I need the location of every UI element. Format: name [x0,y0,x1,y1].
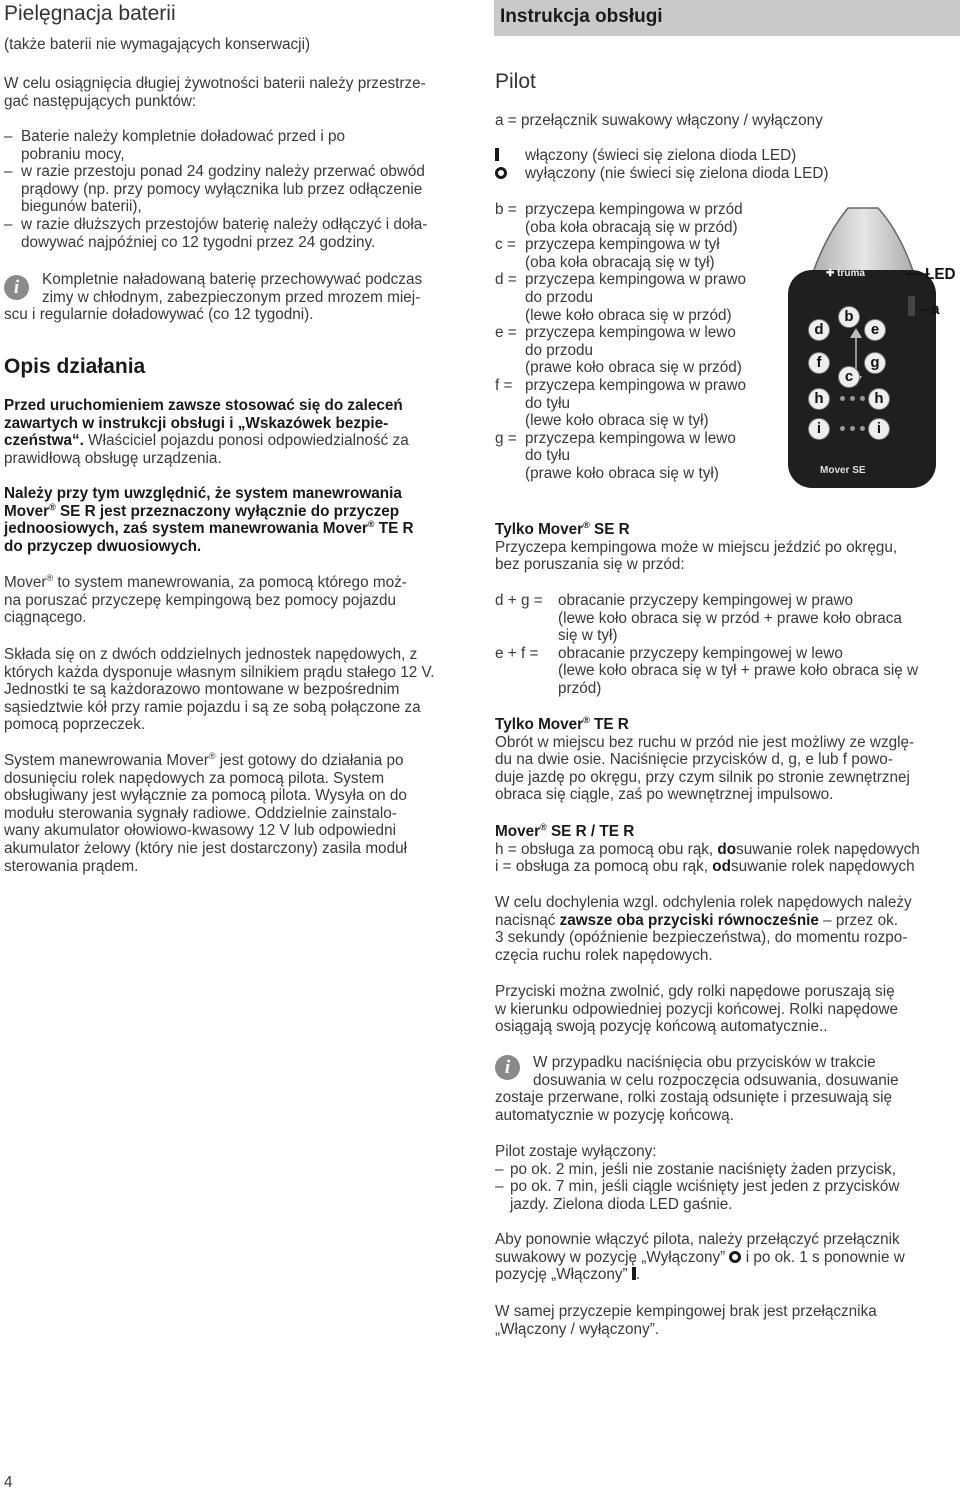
text-line: Składa się on z dwóch oddzielnych jednostek napędowych, z [4,646,418,663]
text-line: SE R [589,521,630,538]
text-line: (lewe koło obraca się w tył) [525,412,709,430]
key-letter: c [495,236,503,254]
text-line: System manewrowania Mover [4,752,209,769]
se-r-combinations [495,592,960,698]
battery-info-note [4,271,422,324]
text-line: włączony (świeci się zielona dioda LED) [525,147,797,164]
text-line: obraca się ciągle, zaś po wewnętrznej impulsowo. [495,786,834,804]
button-i-left[interactable]: i [808,418,830,440]
indicator-dot [850,426,855,431]
battery-bullet-list [4,128,474,251]
indicator-dot [840,426,845,431]
reg-mark: ® [583,715,590,725]
text-line: (lewe koło obraca się w tył + prawe koło obraca się w [558,662,919,680]
text-line: w razie przestoju ponad 24 godziny należy przerwać obwód [21,163,425,181]
led-label: LED [925,266,956,283]
text-line: Mover [495,823,541,840]
text-line: Tylko Mover [495,716,584,733]
section-heading: Opis działania [4,355,146,378]
text-line: suwanie rolek napędowych [736,840,920,858]
page-number: 4 [4,1474,13,1491]
list-item: – po ok. 7 min, jeśli ciągle wciśnięty jest jeden z przycisków jazdy. Zielona dioda LED gaśnie. [495,1178,960,1213]
key-letter: d [495,271,504,289]
list-item: – w razie dłuższych przestojów baterię należy odłączyć i doła- dowywać najpóźniej co 12 tygodni przez 24 godziny. [4,216,474,251]
text-line: suwakowy w pozycję „Wyłączony” [495,1248,726,1266]
text-line: zimy w chłodnym, zabezpieczonym przed mrozem miej- [42,288,421,306]
text-line: scu i regularnie doładowywać (co 12 tygodni). [4,306,314,324]
text-line: osiągają swoją pozycję końcową automatycznie.. [495,1018,828,1036]
text-line: zostaje przerwane, rolki zostają odsunięte i przesuwają się [495,1089,893,1107]
info-icon: i [495,1055,520,1080]
text-line: do tyłu [525,447,571,465]
text-line: – przez ok. [818,911,898,929]
text-line: do przodu [525,341,594,359]
text-line: W celu osiągnięcia długiej żywotności baterii należy przestrze- [4,75,426,92]
remote-body-shape [780,200,960,490]
text-line: Baterie należy kompletnie doładować przed i po [21,128,345,145]
text-line: dosuwania w celu rozpoczęcia odsuwania, dosuwanie [533,1071,899,1089]
text-line: się w tył) [558,627,618,645]
reg-mark: ® [208,751,216,761]
safety-warning [4,397,409,467]
page-subtitle: (także baterii nie wymagających konserwacji) [4,36,311,53]
text-line: przyczepa kempingowa w przód [525,201,743,218]
off-symbol-icon [495,167,507,179]
text-line: automatycznie w pozycję końcową. [495,1106,734,1124]
text-line: du na dwie osie. Naciśnięcie przycisków d, g, e lub f powo- [495,751,893,769]
text-line: do tyłu [525,394,571,412]
text-line: nacisnąć [495,911,560,929]
list-item: – po ok. 2 min, jeśli nie zostanie naciśnięty żaden przycisk, [495,1161,960,1179]
text-line: . [635,1266,641,1284]
text-line: (oba koła obracają się w tył) [525,253,715,271]
text-line: (lewe koło obraca się w przód + prawe koło obraca [558,609,902,627]
text-line: Obrót w miejscu bez ruchu w przód nie jest możliwy ze wzglę- [495,733,915,751]
text-line: po ok. 2 min, jeśli nie zostanie naciśnięty żaden przycisk, [510,1160,897,1178]
button-c[interactable]: c [838,366,860,388]
combo-keys: d + g = [495,592,543,609]
brand-text: truma [837,268,865,279]
reg-mark: ® [583,520,590,530]
text-line: w kierunku odpowiedniej pozycji końcowej. Rolki napędowe [495,1000,899,1018]
text-line: Aby ponownie włączyć pilota, należy przełączyć przełącznik [495,1231,900,1248]
text-line: pozycję „Włączony” [495,1266,628,1284]
reactivate-instructions [495,1231,960,1284]
text-line: Pilot zostaje wyłączony: [495,1143,657,1160]
text-line: jazdy. Zielona dioda LED gaśnie. [510,1195,733,1213]
text-line: do przyczep dwuosiowych. [4,537,202,555]
legend-item: c = przyczepa kempingowa w tył (oba koła obracają się w tył) [495,236,746,271]
text-line: których każda dysponuje własnym silnikiem prądu stałego 12 V. [4,663,435,681]
remote-control-illustration [780,200,960,490]
text-line: TE R [589,716,629,733]
text-line: jest przeznaczony wyłącznie do przyczep [99,502,400,520]
indicator-dot [850,396,855,401]
release-instructions [495,983,960,1036]
text-line: Kompletnie naładowaną baterię przechowywać podczas [42,271,423,288]
text-line: do przodu [525,288,594,306]
combo-item [495,592,960,645]
key-letter: e [495,324,504,342]
button-d[interactable]: d [808,319,830,341]
both-models-section [495,823,960,876]
key-letter: b [495,201,504,218]
combo-keys: e + f = [495,644,539,662]
off-symbol-icon [729,1251,741,1263]
list-item: – w razie przestoju ponad 24 godziny należy przerwać obwód prądowy (np. przy pomocy wyłącznika lub przez odłączenie biegunów baterii), [4,163,474,216]
text-line: przód) [558,679,602,697]
model-note [4,485,414,555]
text-line: i po ok. 1 s ponownie w [741,1248,905,1266]
text-line: gać następujących punktów: [4,92,197,110]
mover-description [4,574,407,627]
text-line: Przyczepa kempingowa może w miejscu jeździć po okręgu, [495,538,898,556]
section-header-bar [494,0,960,36]
button-f[interactable]: f [808,352,830,374]
text-line: pobraniu mocy, [21,145,125,163]
text-line: obracanie przyczepy kempingowej w lewo [558,644,843,662]
text-line: modułu sterowania sygnały radiowe. Oddzielnie zainstalo- [4,804,397,822]
indicator-dot [860,396,865,401]
legend-item: f = przyczepa kempingowa w prawo do tyłu (lewe koło obraca się w tył) [495,376,747,430]
text-line: obsługiwany jest wyłącznie za pomocą pilota. Wysyła on do [4,787,407,805]
text-line: SE R [55,502,100,520]
auto-off-section [495,1143,960,1213]
text-line: Mover [4,574,47,591]
text-line: Jednostki te są każdorazowo montowane w bezpośrednim [4,681,400,699]
key-letter: g [495,429,504,447]
text-line: czeństwa“. [4,432,84,450]
text-line: do [717,840,737,858]
text-line: Mover [318,520,368,538]
text-line: od [712,858,731,876]
text-line: na poruszać przyczepę kempingową bez pomocy pojazdu [4,591,396,609]
text-line: Należy przy tym uwzględnić, że system manewrowania [4,485,402,502]
info-icon: i [4,275,29,300]
text-line: sąsiedztwie kół przy ramie pojazdu i są ze sobą połączone za [4,698,421,716]
text-line: wyłączony (nie świeci się zielona dioda LED) [525,164,829,182]
text-line: W przypadku naciśnięcia obu przycisków w trakcie [533,1054,876,1071]
no-switch-note [495,1303,960,1338]
text-line: wany akumulator ołowiowo-kwasowy 12 V lub odpowiedni [4,822,396,840]
text-line: suwanie rolek napędowych [730,858,915,876]
legend-item: g = przyczepa kempingowa w lewo do tyłu (prawe koło obraca się w tył) [495,430,746,483]
text-line: ciągnącego. [4,609,87,627]
text-line: 3 sekundy (opóźnienie bezpieczeństwa), do momentu rozpo- [495,929,908,947]
text-line: (prawe koło obraca się w przód) [525,359,742,377]
reg-mark: ® [46,573,54,583]
button-b[interactable]: b [838,306,860,328]
text-line: bez poruszania się w przód: [495,556,685,574]
slide-switch-line: a = przełącznik suwakowy włączony / wyłączony [495,112,823,129]
text-line: sterowania prądem. [4,857,139,875]
button-g[interactable]: g [864,352,886,374]
reg-mark: ® [540,822,547,832]
pilot-title: Pilot [495,70,536,93]
text-line: przyczepa kempingowa w lewo [525,429,736,447]
button-h-left[interactable]: h [808,388,830,410]
text-line: TE R [374,520,414,538]
text-line: to system manewrowania, za pomocą którego moż- [53,574,407,591]
text-line: zawsze oba przyciski równocześnie [559,911,819,929]
section-header-title: Instrukcja obsługi [500,6,663,27]
switch-state-list [495,147,829,182]
text-line: i = obsługa za pomocą obu rąk, [495,858,713,876]
text-line: częcia ruchu rolek napędowych. [495,946,713,964]
legend-item: d = przyczepa kempingowa w prawo do przodu (lewe koło obraca się w przód) [495,271,747,324]
text-line: zawartych w instrukcji obsługi i „Wskazówek bezpie- [4,414,389,432]
se-r-section [495,521,960,574]
text-line: (prawe koło obraca się w tył) [525,464,719,482]
indicator-dot [840,396,845,401]
button-e[interactable]: e [864,319,886,341]
text-line: obracanie przyczepy kempingowej w prawo [558,592,854,609]
model-label: Mover SE [820,465,866,476]
text-line: Przyciski można zwolnić, gdy rolki napędowe poruszają się [495,983,895,1000]
text-line: duje jazdę po okręgu, przy czym silnik po stronie zewnętrznej [495,768,910,786]
text-line: Właściciel pojazdu ponosi odpowiedzialność za [83,432,409,450]
text-line: prądowy (np. przy pomocy wyłącznika lub przez odłączenie [21,180,423,198]
text-line: „Włączony / wyłączony”. [495,1320,660,1338]
text-line: przyczepa kempingowa w prawo [525,271,747,289]
reg-mark: ® [49,501,56,512]
system-description [4,752,407,875]
text-line: pomocą poprzeczek. [4,716,146,734]
combo-item [495,645,960,698]
text-line: Przed uruchomieniem zawsze stosować się do zaleceń [4,397,403,414]
text-line: przyczepa kempingowa w tył [525,236,720,254]
key-letter: f [495,376,500,394]
text-line: h = obsługa za pomocą obu rąk, [495,840,718,858]
list-item: – Baterie należy kompletnie doładować przed i po pobraniu mocy, [4,128,474,163]
button-h-right[interactable]: h [868,388,890,410]
text-line: prawidłową obsługę urządzenia. [4,449,222,467]
button-legend [495,201,746,483]
text-line: jest gotowy do działania po [215,752,404,769]
te-r-section [495,716,960,804]
text-line: Tylko Mover [495,521,584,538]
brand-label: ✚ truma [826,268,865,279]
text-line: biegunów baterii), [21,198,142,216]
text-line: przyczepa kempingowa w prawo [525,376,747,394]
text-line: dowywać najpóźniej co 12 tygodni przez 24 godziny. [21,233,376,251]
text-line: przyczepa kempingowa w lewo [525,324,736,342]
text-line: W samej przyczepie kempingowej brak jest przełącznika [495,1303,877,1320]
battery-intro [4,75,426,110]
drive-units-description [4,646,435,734]
slide-switch-label: a [931,301,940,318]
text-line: dosunięciu rolek napędowych za pomocą pilota. System [4,769,385,787]
legend-item: b = przyczepa kempingowa w przód (oba koła obracają się w przód) [495,201,746,236]
page-title: Pielęgnacja baterii [4,2,176,25]
text-line: SE R / TE R [546,823,635,840]
text-line: (lewe koło obraca się w przód) [525,306,732,324]
tilt-instructions [495,894,960,964]
text-line: w razie dłuższych przestojów baterię należy odłączyć i doła- [21,215,428,233]
reg-mark: ® [367,519,375,530]
text-line: Mover [4,502,50,520]
text-line: (oba koła obracają się w przód) [525,218,738,236]
text-line: po ok. 7 min, jeśli ciągle wciśnięty jest jeden z przycisków [510,1178,900,1196]
text-line: akumulator żelowy (który nie jest dostarczony) zasila moduł [4,839,407,857]
text-line: jednoosiowych, zaś system manewrowania [4,520,319,538]
text-line: W celu dochylenia wzgl. odchylenia rolek napędowych należy [495,894,912,911]
legend-item: e = przyczepa kempingowa w lewo do przodu (prawe koło obraca się w przód) [495,324,746,377]
button-i-right[interactable]: i [868,418,890,440]
interrupt-info-note [495,1054,960,1124]
on-symbol-icon [495,148,499,161]
indicator-dot [860,426,865,431]
